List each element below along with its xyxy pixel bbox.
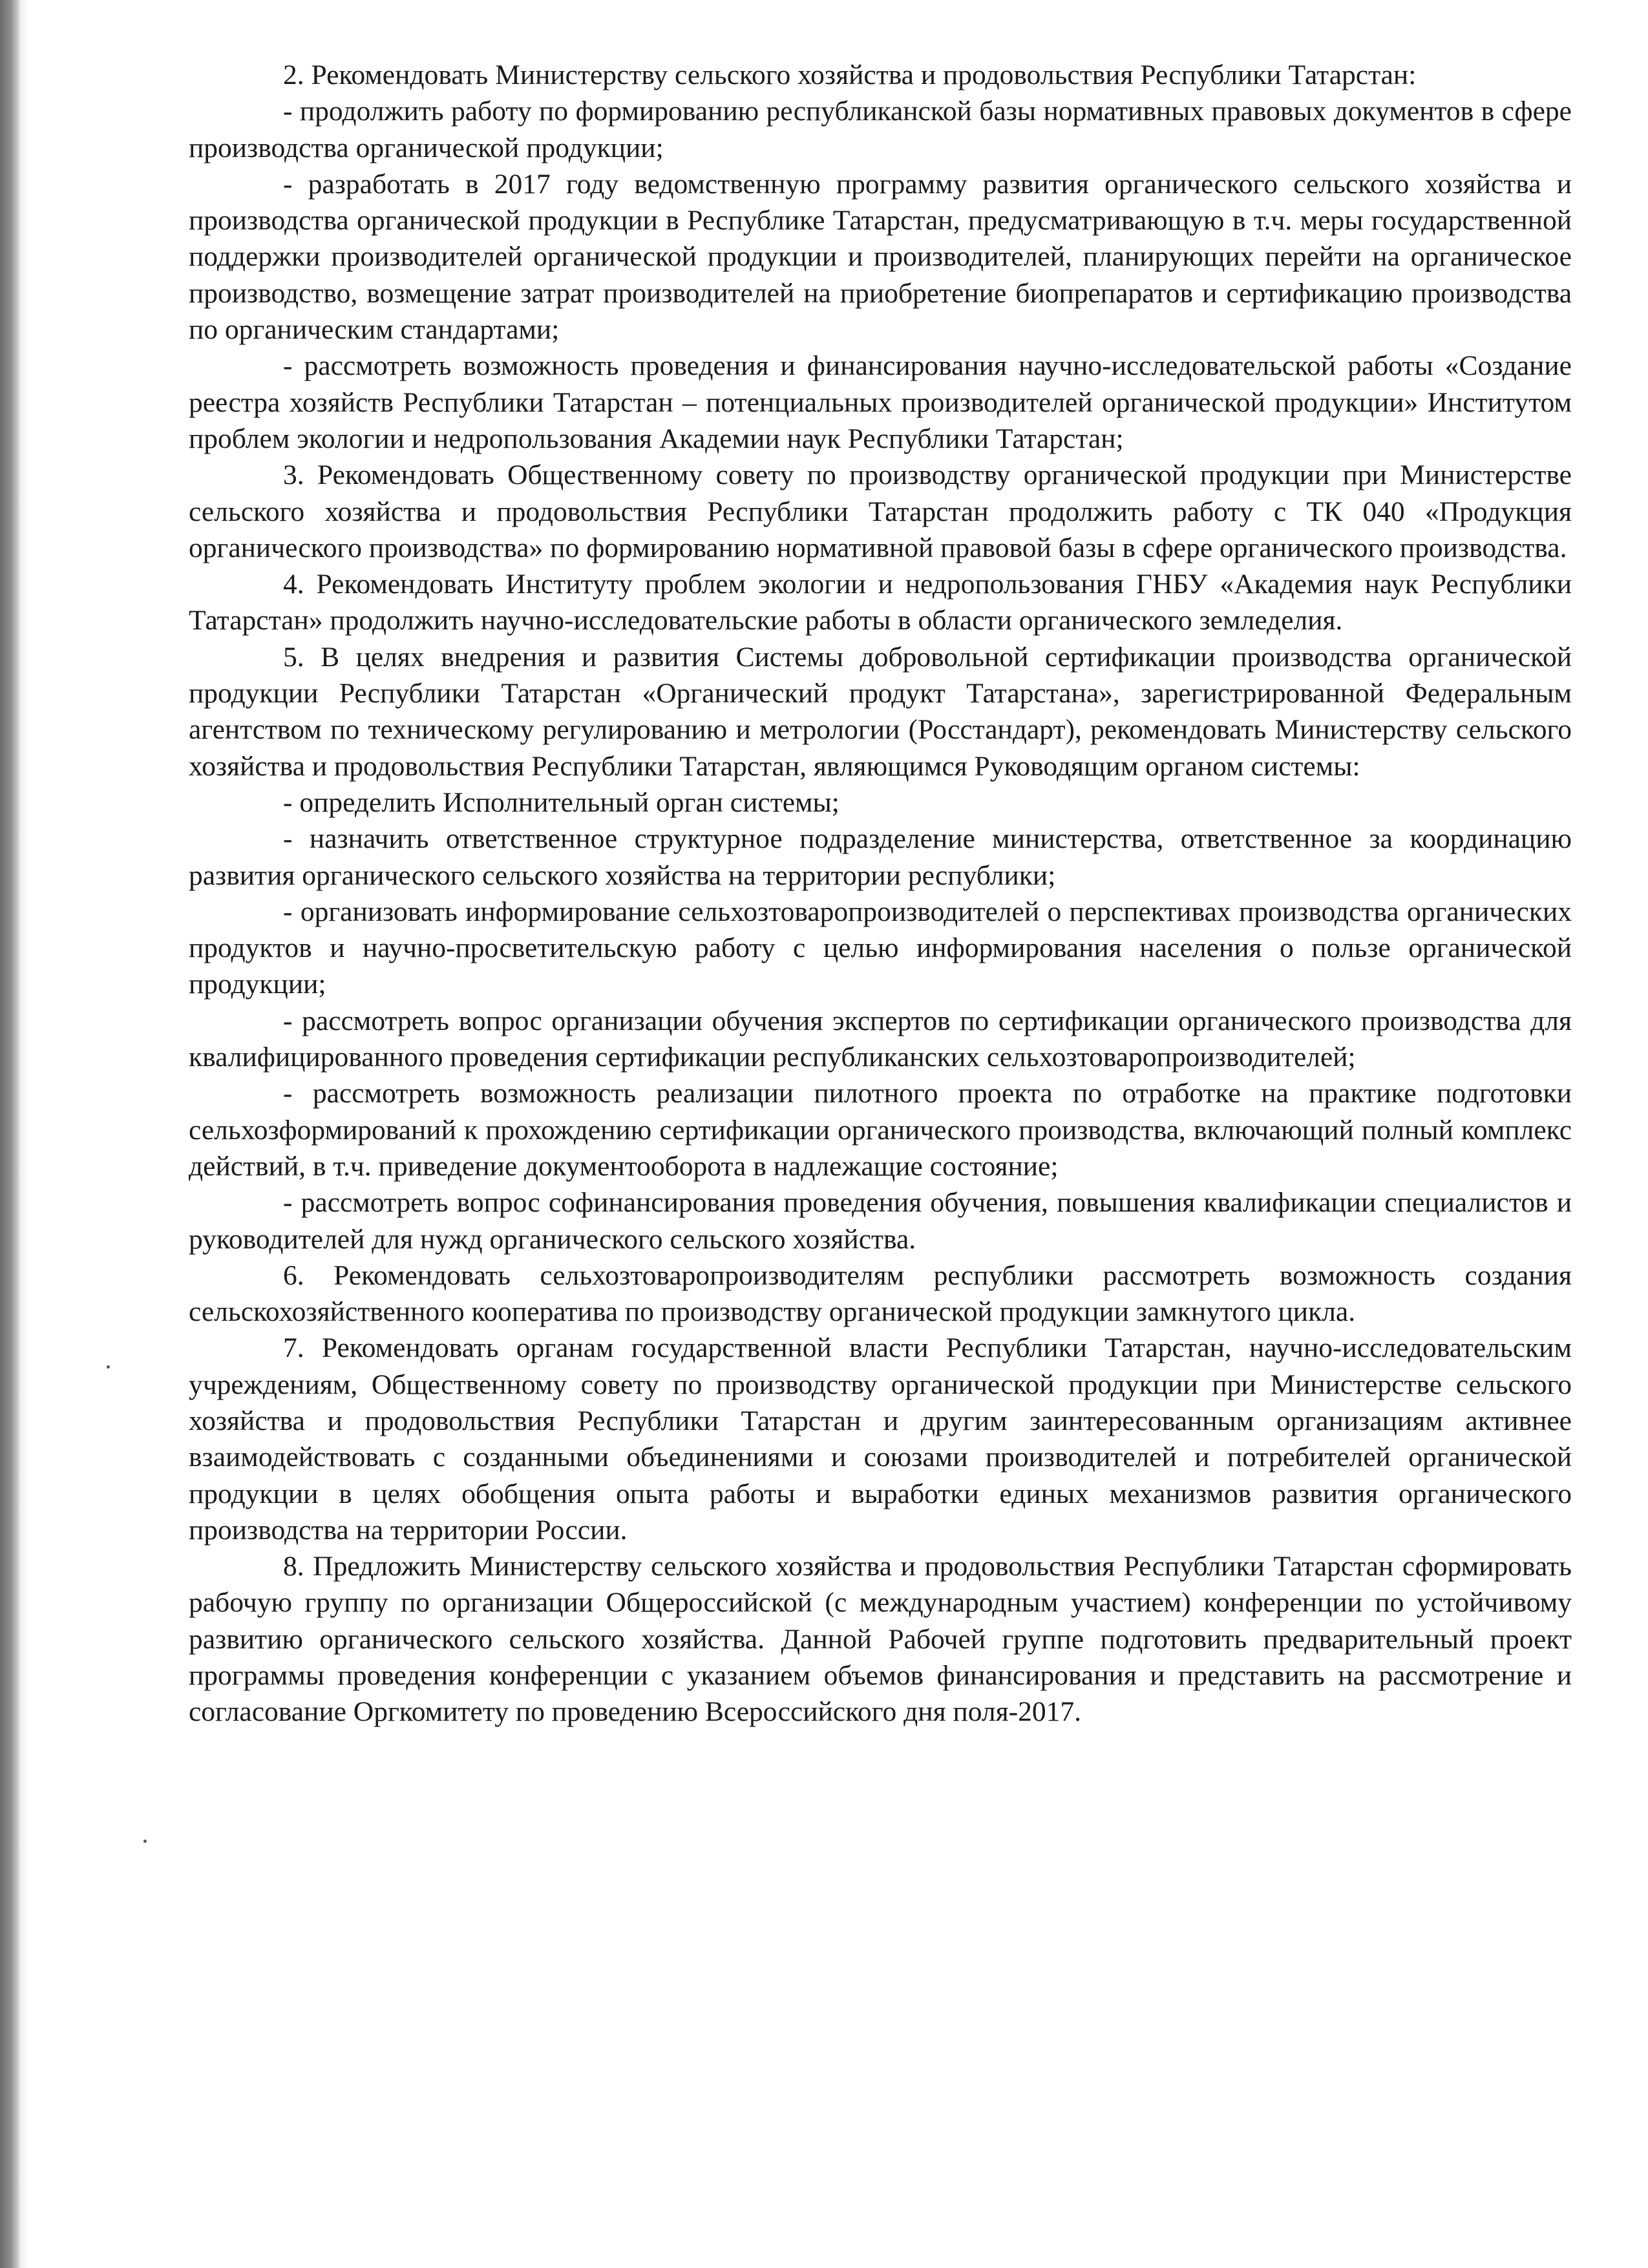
- paragraph-item-4: 4. Рекомендовать Институту проблем экологии и недропользования ГНБУ «Академия наук Республики Татарстан» продолжить научно-исследовательские работы в области органического земледелия.: [189, 569, 1572, 636]
- scan-speck: [107, 1365, 110, 1369]
- paragraph-item-5-bullet-3: - организовать информирование сельхозтоваропроизводителей о перспективах производства органических продуктов и научно-просветительскую работу с целью информирования населения о пользе органической продукции;: [189, 896, 1572, 1000]
- paragraph-item-6: 6. Рекомендовать сельхозтоваропроизводителям республики рассмотреть возможность создания сельскохозяйственного кооператива по производству органической продукции замкнутого цикла.: [189, 1259, 1572, 1328]
- paragraph-item-5-bullet-1: - определить Исполнительный орган системы;: [283, 786, 840, 818]
- scan-edge-highlight: [19, 0, 28, 2268]
- scan-speck: [143, 1840, 147, 1843]
- scan-edge-shadow: [0, 0, 19, 2268]
- paragraph-item-5-bullet-5: - рассмотреть возможность реализации пилотного проекта по отработке на практике подготовки сельхозформирований к прохождению сертификации органического производства, включающий полный комплекс действий, в т.ч. приведение документооборота в надлежащие состояние;: [189, 1078, 1572, 1182]
- paragraph-item-3: 3. Рекомендовать Общественному совету по производству органической продукции при Министерстве сельского хозяйства и продовольствия Республики Татарстан продолжить работу с ТК 040 «Продукция органического производства» по формированию нормативной правовой базы в сфере органического производства.: [189, 459, 1572, 563]
- paragraph-item-7: 7. Рекомендовать органам государственной власти Республики Татарстан, научно-исследовательским учреждениям, Общественному совету по производству органической продукции при Министерстве сельского хозяйства и продовольствия Республики Татарстан и другим заинтересованным организациям активнее взаимодействовать с созданными объединениями и союзами производителей и потребителей органической продукции в целях обобщения опыта работы и выработки единых механизмов развития органического производства на территории России.: [189, 1332, 1572, 1546]
- paragraph-item-2-bullet-3: - рассмотреть возможность проведения и финансирования научно-исследовательской работы «Создание реестра хозяйств Республики Татарстан – потенциальных производителей органической продукции» Институтом проблем экологии и недропользования Академии наук Республики Татарстан;: [189, 350, 1572, 454]
- document-body: [189, 57, 1572, 1730]
- paragraph-item-2-bullet-1: - продолжить работу по формированию республиканской базы нормативных правовых документов в сфере производства органической продукции;: [189, 96, 1572, 163]
- paragraph-item-2: 2. Рекомендовать Министерству сельского хозяйства и продовольствия Республики Татарстан:: [283, 59, 1417, 90]
- paragraph-item-5: 5. В целях внедрения и развития Системы добровольной сертификации производства органической продукции Республики Татарстан «Органический продукт Татарстана», зарегистрированной Федеральным агентством по техническому регулированию и метрологии (Росстандарт), рекомендовать Министерству сельского хозяйства и продовольствия Республики Татарстан, являющимся Руководящим органом системы:: [189, 641, 1572, 782]
- paragraph-item-5-bullet-4: - рассмотреть вопрос организации обучения экспертов по сертификации органического производства для квалифицированного проведения сертификации республиканских сельхозтоваропроизводителей;: [189, 1005, 1572, 1073]
- paragraph-item-8: 8. Предложить Министерству сельского хозяйства и продовольствия Республики Татарстан сформировать рабочую группу по организации Общероссийской (с международным участием) конференции по устойчивому развитию органического сельского хозяйства. Данной Рабочей группе подготовить предварительный проект программы проведения конференции с указанием объемов финансирования и представить на рассмотрение и согласование Оргкомитету по проведению Всероссийского дня поля-2017.: [189, 1551, 1572, 1728]
- paragraph-item-2-bullet-2: - разработать в 2017 году ведомственную программу развития органического сельского хозяйства и производства органической продукции в Республике Татарстан, предусматривающую в т.ч. меры государственной поддержки производителей органической продукции и производителей, планирующих перейти на органическое производство, возмещение затрат производителей на приобретение биопрепаратов и сертификацию производства по органическим стандартами;: [189, 168, 1572, 346]
- paragraph-item-5-bullet-6: - рассмотреть вопрос софинансирования проведения обучения, повышения квалификации специалистов и руководителей для нужд органического сельского хозяйства.: [189, 1187, 1572, 1255]
- paragraph-item-5-bullet-2: - назначить ответственное структурное подразделение министерства, ответственное за координацию развития органического сельского хозяйства на территории республики;: [189, 823, 1572, 891]
